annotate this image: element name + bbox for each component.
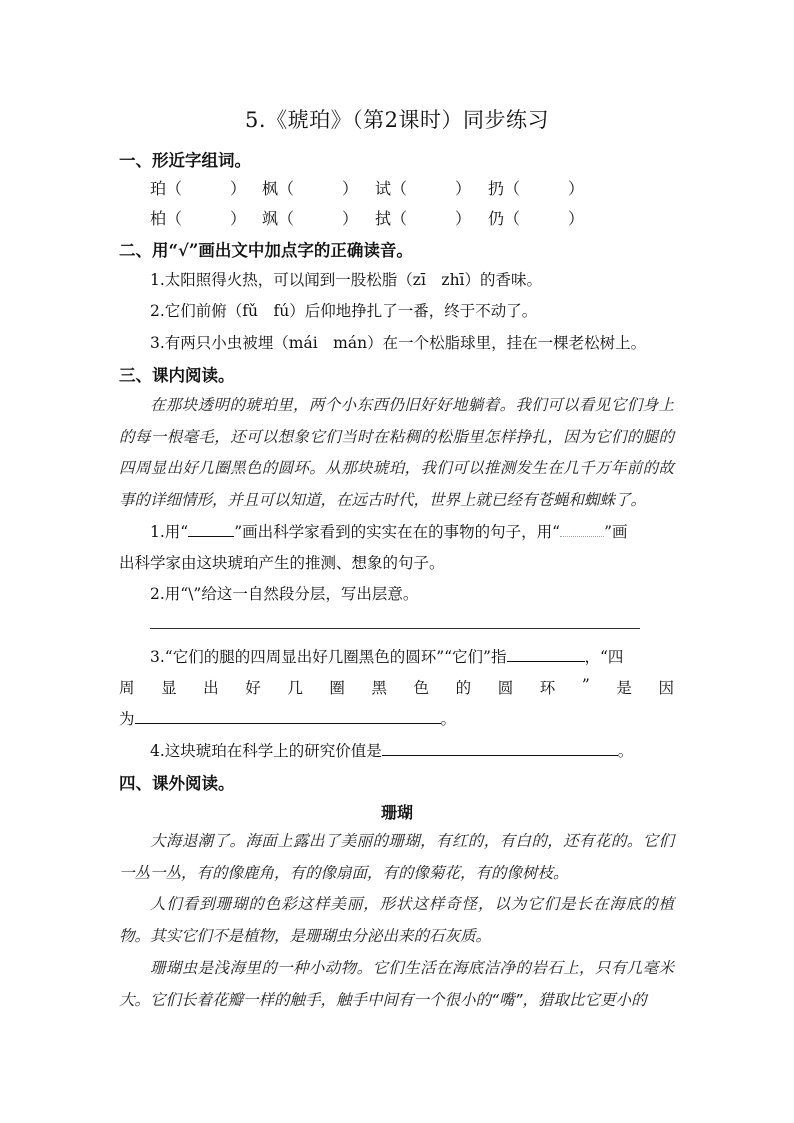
char: 显: [161, 679, 177, 697]
char: 环: [539, 679, 556, 697]
straight-underline-mark: [188, 522, 234, 537]
story-paragraph-3: 珊瑚虫是浅海里的一种小动物。它们生活在海底洁净的岩石上，只有几毫米大。它们长着花瓣一样的触手，触手中间有一个很小的“嘴”，猎取比它更小的: [119, 959, 674, 1009]
section-3-heading: 三、课内阅读。: [119, 366, 235, 385]
word-blank: 珀（ ）: [150, 179, 247, 198]
char: ”: [581, 676, 590, 694]
char: 几: [287, 679, 303, 697]
word-blank: 飒（ ）: [262, 209, 359, 228]
question-3-3: [150, 645, 623, 667]
question-3-3-text-a: 3.“它们的腿的四周显出好几圈黑色的圆环”“它们”指: [150, 648, 507, 666]
reading-passage: 在那块透明的琥珀里，两个小东西仍旧好好地躺着。我们可以看见它们身上的每一根毫毛，还可以想象它们当时在粘稠的松脂里怎样挣扎，因为它们的腿的四周显出好几圈黑色的圆环。从那块琥珀，我们可以推测发生在几千万年前的故事的详细情形，并且可以知道，在远古时代，世界上就已经有苍蝇和蜘蛛了。: [119, 396, 674, 509]
char: 色: [413, 679, 430, 697]
word-blank: 仍（ ）: [488, 209, 585, 228]
word-blank: 试（ ）: [375, 179, 472, 198]
char: 是: [616, 679, 632, 697]
answer-blank: [382, 741, 618, 756]
question-3-3-line2: [119, 676, 674, 698]
question-3-1-text-a: 1.用“: [150, 523, 189, 541]
word-blank: 拭（ ）: [375, 209, 472, 228]
question-3-4: [150, 739, 633, 761]
story-paragraph-2: 人们看到珊瑚的色彩这样美丽，形状这样奇怪，以为它们是长在海底的植物。其实它们不是植物，是珊瑚虫分泌出来的石灰质。: [119, 895, 674, 945]
question-3-1-line2: 出科学家由这块琥珀产生的推测、想象的句子。: [119, 554, 445, 572]
section-4-heading: 四、课外阅读。: [119, 774, 235, 793]
question-2-1: 1.太阳照得火热，可以闻到一股松脂（zī zhī）的香味。: [150, 271, 543, 289]
question-3-4-text-a: 4.这块琥珀在科学上的研究价值是: [150, 742, 382, 760]
char: 出: [203, 679, 219, 697]
question-3-3-text-d: 。: [440, 710, 457, 728]
question-2-3: 3.有两只小虫被埋（mái mán）在一个松脂球里，挂在一棵老松树上。: [150, 334, 647, 352]
char: 黑: [371, 679, 387, 697]
char: 因: [658, 679, 674, 697]
char: 圆: [497, 679, 514, 697]
question-3-1-text-c: ”画: [604, 523, 628, 541]
story-paragraph-1: 大海退潮了。海面上露出了美丽的珊瑚，有红的，有白的，还有花的。它们一丛一丛，有的像鹿角，有的像扇面，有的像菊花，有的像树枝。: [119, 832, 674, 882]
story-title: 珊瑚: [380, 803, 413, 822]
question-3-2: 2.用“\”给这一自然段分层，写出层意。: [150, 585, 419, 603]
question-3-4-text-b: 。: [617, 742, 634, 760]
wavy-underline-mark: [560, 530, 604, 537]
question-3-3-text-b: ，“四: [584, 648, 624, 666]
char: 的: [455, 679, 472, 697]
answer-blank: [135, 709, 441, 724]
char: 圈: [329, 679, 345, 697]
word-blank: 柏（ ）: [150, 209, 247, 228]
char: 好: [245, 679, 261, 697]
section-2-heading: 二、用“√”画出文中加点字的正确读音。: [119, 241, 413, 260]
question-3-3-line3: [119, 707, 456, 729]
char: 周: [119, 679, 135, 697]
answer-line: [150, 628, 640, 629]
word-blank: 枫（ ）: [262, 179, 359, 198]
question-3-1-text-b: ”画出科学家看到的实实在在的事物的句子，用“: [234, 523, 561, 541]
section-1-heading: 一、形近字组词。: [119, 151, 251, 170]
question-3-3-text-c: 为: [119, 710, 135, 728]
answer-blank: [507, 647, 585, 662]
question-3-1: [150, 520, 628, 542]
page-title: 5.《琥珀》（第2课时）同步练习: [245, 108, 549, 132]
question-2-2: 2.它们前俯（fǔ fú）后仰地挣扎了一番，终于不动了。: [150, 302, 538, 320]
word-blank: 扔（ ）: [488, 179, 585, 198]
